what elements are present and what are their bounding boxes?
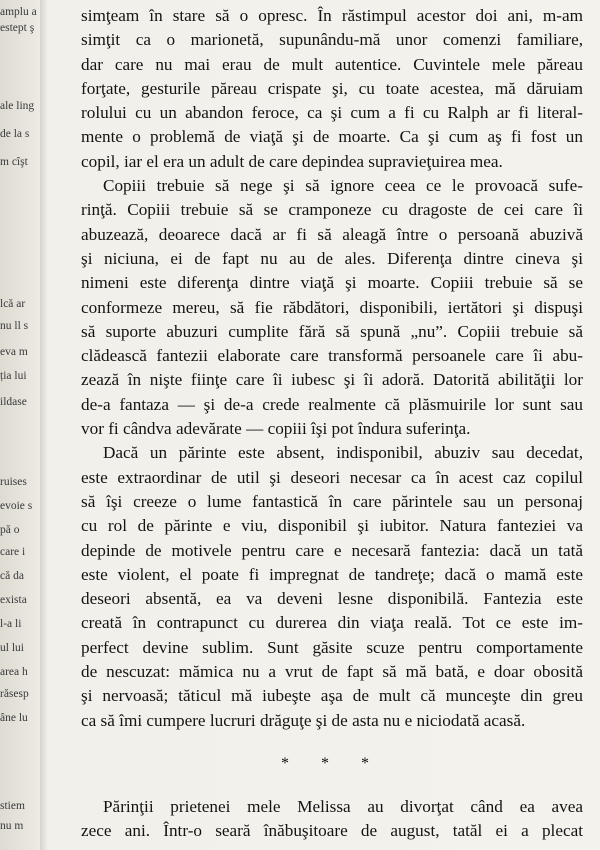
margin-fragment: evoie s (0, 500, 33, 512)
margin-fragment: nu ll s (0, 320, 29, 332)
text-line: este violent, el poate fi impregnat de tandreţe; dacă o mamă este (81, 564, 583, 584)
text-line: ca să îmi cumpere lucruri drăguţe şi de asta nu e niciodată acasă. (81, 710, 526, 730)
margin-fragment: amplu a (0, 6, 37, 18)
final-paragraph (81, 795, 583, 844)
text-line: şi niciuna, ei de fapt nu au de ales. Diferenţa dintre cineva şi (81, 248, 583, 268)
margin-fragment: estept ş (0, 22, 35, 34)
text-line: creată în contrapunct cu durerea din viaţa reală. Tot ce este im- (81, 613, 583, 633)
text-line: clădească fantezii elaborate care transformă persoanele care îi abu- (81, 346, 583, 366)
text-line: simţit ca o marionetă, supunându-mă unor comenzi familiare, (81, 30, 583, 50)
text-line: zece ani. Într-o seară înăbuşitoare de august, tatăl ei a plecat (81, 821, 583, 841)
text-line: perfect devine sublim. Sunt găsite scuze pentru comportamente (81, 637, 583, 657)
margin-fragment: ția lui (0, 370, 27, 382)
text-line: Părinţii prietenei mele Melissa au divorţat când ea avea (103, 796, 583, 816)
text-line: simţeam în stare să o opresc. În răstimpul acestor doi ani, m-am (81, 6, 583, 25)
text-line: abuzează, deoarece dacă ar fi să aleagă între o persoană abuzivă (81, 224, 583, 244)
previous-page-edge (0, 0, 40, 850)
text-line: să suporte abuzuri cumplite fără să spună „nu”. Copiii trebuie să (81, 321, 583, 341)
margin-fragment: exista (0, 594, 27, 606)
paragraph (81, 4, 583, 174)
section-separator: * * * (281, 754, 383, 772)
text-line: depinde de motivele pentru care e necesară fantezia: dacă un tată (81, 540, 583, 560)
margin-fragment: ul lui (0, 642, 24, 654)
paragraph (81, 174, 583, 441)
text-line: Dacă un părinte este absent, indisponibil, abuziv sau decedat, (103, 443, 583, 463)
text-line: deseori absentă, ea va deveni lesne disponibilă. Fantezia este (81, 589, 583, 609)
margin-fragment: de la s (0, 128, 30, 140)
book-gutter-shadow (40, 0, 48, 850)
margin-fragment: area h (0, 666, 28, 678)
text-line: nimeni este diferenţa dintre viaţă şi moarte. Copiii trebuie să se (81, 273, 583, 293)
margin-fragment: m cîşt (0, 156, 28, 168)
text-line: vor fi cândva adevărate — copiii îşi pot îndura suferinţa. (81, 419, 471, 439)
text-line: cu rol de părinte e viu, disponibil şi iubitor. Natura fanteziei va (81, 516, 583, 536)
margin-fragment: âne lu (0, 712, 28, 724)
margin-fragment: ale ling (0, 100, 35, 112)
margin-fragment: că da (0, 570, 24, 582)
text-line: rinţă. Copiii trebuie să se cramponeze cu dragoste de cei care îi (81, 200, 583, 220)
text-line: copil, iar el era un adult de care depindea supravieţuirea mea. (81, 151, 503, 171)
page-body-text (81, 4, 583, 844)
text-line: de nescuzat: mămica nu a vrut de fapt să mă bată, e doar obosită (81, 662, 583, 682)
text-line: şi nervoasă; tăticul mă iubeşte aşa de mult că munceşte din greu (81, 686, 583, 706)
margin-fragment: l-a li (0, 618, 22, 630)
margin-fragment: ruises (0, 476, 27, 488)
margin-fragment: nu m (0, 820, 24, 832)
margin-fragment: răsesp (0, 688, 29, 700)
text-line: să îşi creeze o lume fantastică în care părintele sau un personaj (81, 491, 583, 511)
text-line: zează în nişte fiinţe care îi iubesc şi îi adoră. Datorită abilităţii lor (81, 370, 583, 390)
text-line: Copiii trebuie să nege şi să ignore ceea ce le provoacă sufe- (103, 176, 583, 196)
margin-fragment: stiem (0, 800, 25, 812)
text-line: de-a fantaza — şi de-a crede realmente că plăsmuirile lor sunt sau (81, 394, 583, 414)
text-line: forţate, gesturile păreau crispate şi, cu toate acestea, mă dăruiam (81, 78, 583, 98)
margin-fragment: ildase (0, 396, 27, 408)
text-line: rolului cu un abandon feroce, ca şi cum a fi cu Ralph ar fi literal- (81, 103, 583, 123)
paragraph (81, 441, 583, 733)
text-line: mente o problemă de viaţă şi de moarte. Ca şi cum aş fi fost un (81, 127, 583, 147)
paragraph (81, 795, 583, 844)
text-line: dar care nu mai erau de mult autentice. Cuvintele mele păreau (81, 54, 583, 74)
margin-fragment: eva m (0, 346, 28, 358)
paragraphs-container (81, 4, 583, 733)
margin-fragment: pă o (0, 524, 20, 536)
margin-fragment: care i (0, 546, 26, 558)
text-line: este extraordinar de util şi deseori necesar ca în acest caz copilul (81, 467, 583, 487)
margin-fragment: lcă ar (0, 298, 26, 310)
text-line: conformeze mereu, să fie răbdători, disponibili, iertători şi dispuşi (81, 297, 583, 317)
